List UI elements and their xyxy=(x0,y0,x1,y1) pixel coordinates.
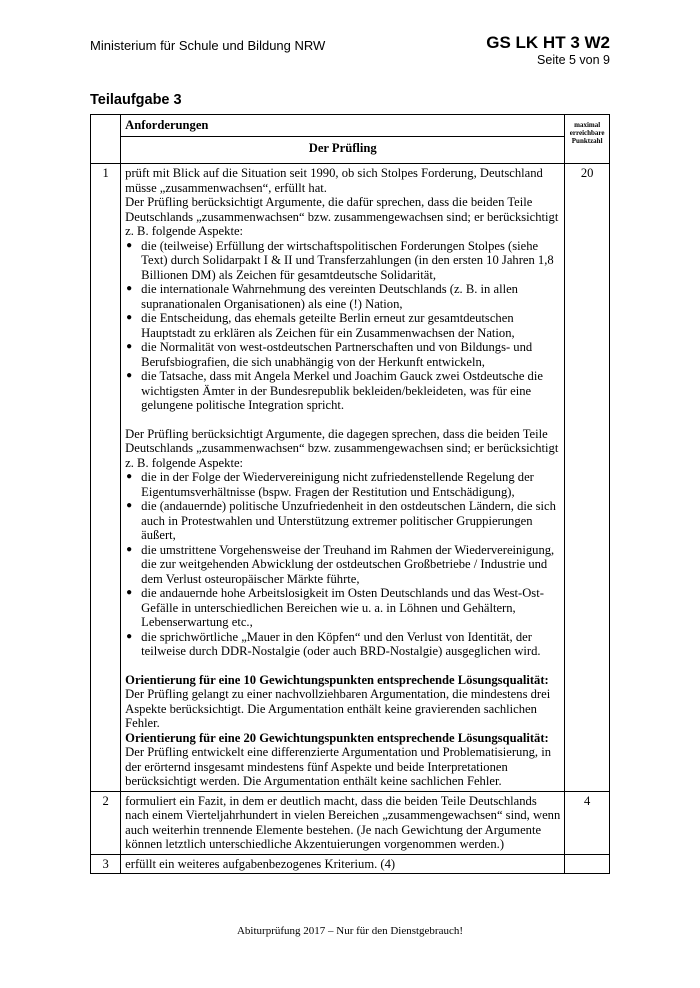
col-pruefling: Der Prüfling xyxy=(121,137,565,164)
bullet-icon: ● xyxy=(126,471,133,482)
row-content xyxy=(121,164,565,792)
bullet-icon: ● xyxy=(126,239,133,251)
document-header xyxy=(486,33,610,67)
row-points: 20 xyxy=(565,164,610,792)
list-item: ● die internationale Wahrnehmung des vereinten Deutschlands (z. B. in allen supranationalen Organisationen) als eine (!) Nation, xyxy=(126,282,518,311)
row-number: 2 xyxy=(91,791,121,854)
row-content: formuliert ein Fazit, in dem er deutlich macht, dass die beiden Teile Deutschlands nach einem Vierteljahrhundert in vielen Bereichen „zusammengewachsen“ sind, wenn auch weiterhin trennende Elemente bestehen. (Je nach Gewichtung der Argumente können letztlich unterschiedliche Akzentuierungen vorgenommen werden.) xyxy=(121,791,565,854)
col-anforderungen: Anforderungen xyxy=(121,115,565,137)
bullet-icon: ● xyxy=(126,312,133,323)
requirements-table xyxy=(90,114,610,874)
bullet-icon: ● xyxy=(126,283,133,294)
list-item: ● die umstrittene Vorgehensweise der Treuhand im Rahmen der Wiedervereinigung, die zur weitgehenden Abwicklung der ostdeutschen Großbetriebe / Industrie und dem Verlust osteuropäischer Märkte führte, xyxy=(126,542,555,586)
list-item: ● die Normalität von west-ostdeutschen Partnerschaften und von Bildungs- und Berufsbiografien, die sich unabhängig von der Herkunft entwickeln, xyxy=(126,340,533,369)
table-row xyxy=(91,164,610,792)
spacer xyxy=(125,659,560,673)
list-item: ● die Tatsache, dass mit Angela Merkel und Joachim Gauck zwei Ostdeutsche die wichtigsten Ämter in der Bundesrepublik bekleiden/bekleideten, was für eine gelungene politische Integration spricht. xyxy=(126,369,543,412)
con-intro: Der Prüfling berücksichtigt Argumente, die dagegen sprechen, dass die beiden Teile Deutschlands „zusammenwachsen“ bzw. zusammengewachsen sind; er berücksichtigt z. B. folgende Aspekte: xyxy=(125,426,559,470)
bullet-icon: ● xyxy=(126,341,133,352)
spacer xyxy=(125,413,560,427)
page-number: Seite 5 von 9 xyxy=(537,53,610,67)
col-max-points: maximal erreichbare Punktzahl xyxy=(565,115,610,164)
row-points: 4 xyxy=(565,791,610,854)
orientation-10-text: Der Prüfling gelangt zu einer nachvollziehbaren Argumentation, die mindestens drei Aspekte berücksichtigt. Die Argumentation enthält keine gravierenden sachlichen Fehler. xyxy=(125,687,551,730)
list-item: ● die (teilweise) Erfüllung der wirtschaftspolitischen Forderungen Stolpes (siehe Text) durch Solidarpakt I & II und Transferzahlungen (in den ersten 10 Jahren 1,8 Billionen DM) als Zeichen für gesamtdeutsche Solidarität, xyxy=(126,238,554,282)
bullet-icon: ● xyxy=(126,500,133,511)
bullet-icon: ● xyxy=(126,543,133,555)
row-points xyxy=(565,854,610,874)
section-title: Teilaufgabe 3 xyxy=(90,92,182,108)
bullet-icon: ● xyxy=(126,370,133,381)
list-item: ● die in der Folge der Wiedervereinigung nicht zufriedenstellende Regelung der Eigentumsverhältnisse (bspw. Fragen der Restitution und Entschädigung), xyxy=(126,470,534,499)
pro-intro: Der Prüfling berücksichtigt Argumente, die dafür sprechen, dass die beiden Teile Deutschlands „zusammenwachsen“ bzw. zusammengewachsen sind; er berücksichtigt z. B. folgende Aspekte: xyxy=(125,195,559,238)
row-number: 3 xyxy=(91,854,121,874)
list-item: ● die sprichwörtliche „Mauer in den Köpfen“ und den Verlust von Identität, der teilweise durch DDR-Nostalgie (oder auch BRD-Nostalgie) ausgeglichen wird. xyxy=(126,629,541,658)
table-subheader-row xyxy=(91,137,610,164)
bullet-icon: ● xyxy=(126,587,133,598)
ministry-name: Ministerium für Schule und Bildung NRW xyxy=(90,38,326,53)
bullet-icon: ● xyxy=(126,630,133,642)
list-item: ● die Entscheidung, das ehemals geteilte Berlin erneut zur gesamtdeutschen Hauptstadt zu erklären als Zeichen für ein Zusammenwachsen der Nation, xyxy=(126,311,515,340)
con-aspects-list xyxy=(125,470,560,659)
row1-intro: prüft mit Blick auf die Situation seit 1990, ob sich Stolpes Forderung, Deutschland müsse „zusammenwachsen“, erfüllt hat. xyxy=(125,166,543,195)
table-row xyxy=(91,854,610,874)
table-header-row xyxy=(91,115,610,137)
row-content: erfüllt ein weiteres aufgabenbezogenes Kriterium. (4) xyxy=(121,854,565,874)
header-num-cell xyxy=(91,115,121,164)
orientation-20-title: Orientierung für eine 20 Gewichtungspunkten entsprechende Lösungsqualität: xyxy=(125,730,549,745)
orientation-20-text: Der Prüfling entwickelt eine differenzierte Argumentation und Problematisierung, in der erörternd insgesamt mindestens fünf Aspekte und beide Interpretationen berücksichtigt werden. Die Argumentation enthält keine sachlichen Fehler. xyxy=(125,745,552,788)
page-footer: Abiturprüfung 2017 – Nur für den Dienstgebrauch! xyxy=(236,925,464,937)
exam-code: GS LK HT 3 W2 xyxy=(486,33,610,52)
orientation-10-title: Orientierung für eine 10 Gewichtungspunkten entsprechende Lösungsqualität: xyxy=(125,672,549,687)
list-item: ● die andauernde hohe Arbeitslosigkeit im Osten Deutschlands und das West-Ost-Gefälle in unterschiedlichen Bereichen wie u. a. in Löhnen und Gehältern, Lebenserwartung etc., xyxy=(126,586,544,629)
list-item: ● die (andauernde) politische Unzufriedenheit in den ostdeutschen Ländern, die sich auch in Protestwahlen und Unterstützung extremer politischer Gruppierungen äußert, xyxy=(126,499,556,542)
table-row xyxy=(91,791,610,854)
pro-aspects-list xyxy=(125,239,560,413)
row-number: 1 xyxy=(91,164,121,792)
